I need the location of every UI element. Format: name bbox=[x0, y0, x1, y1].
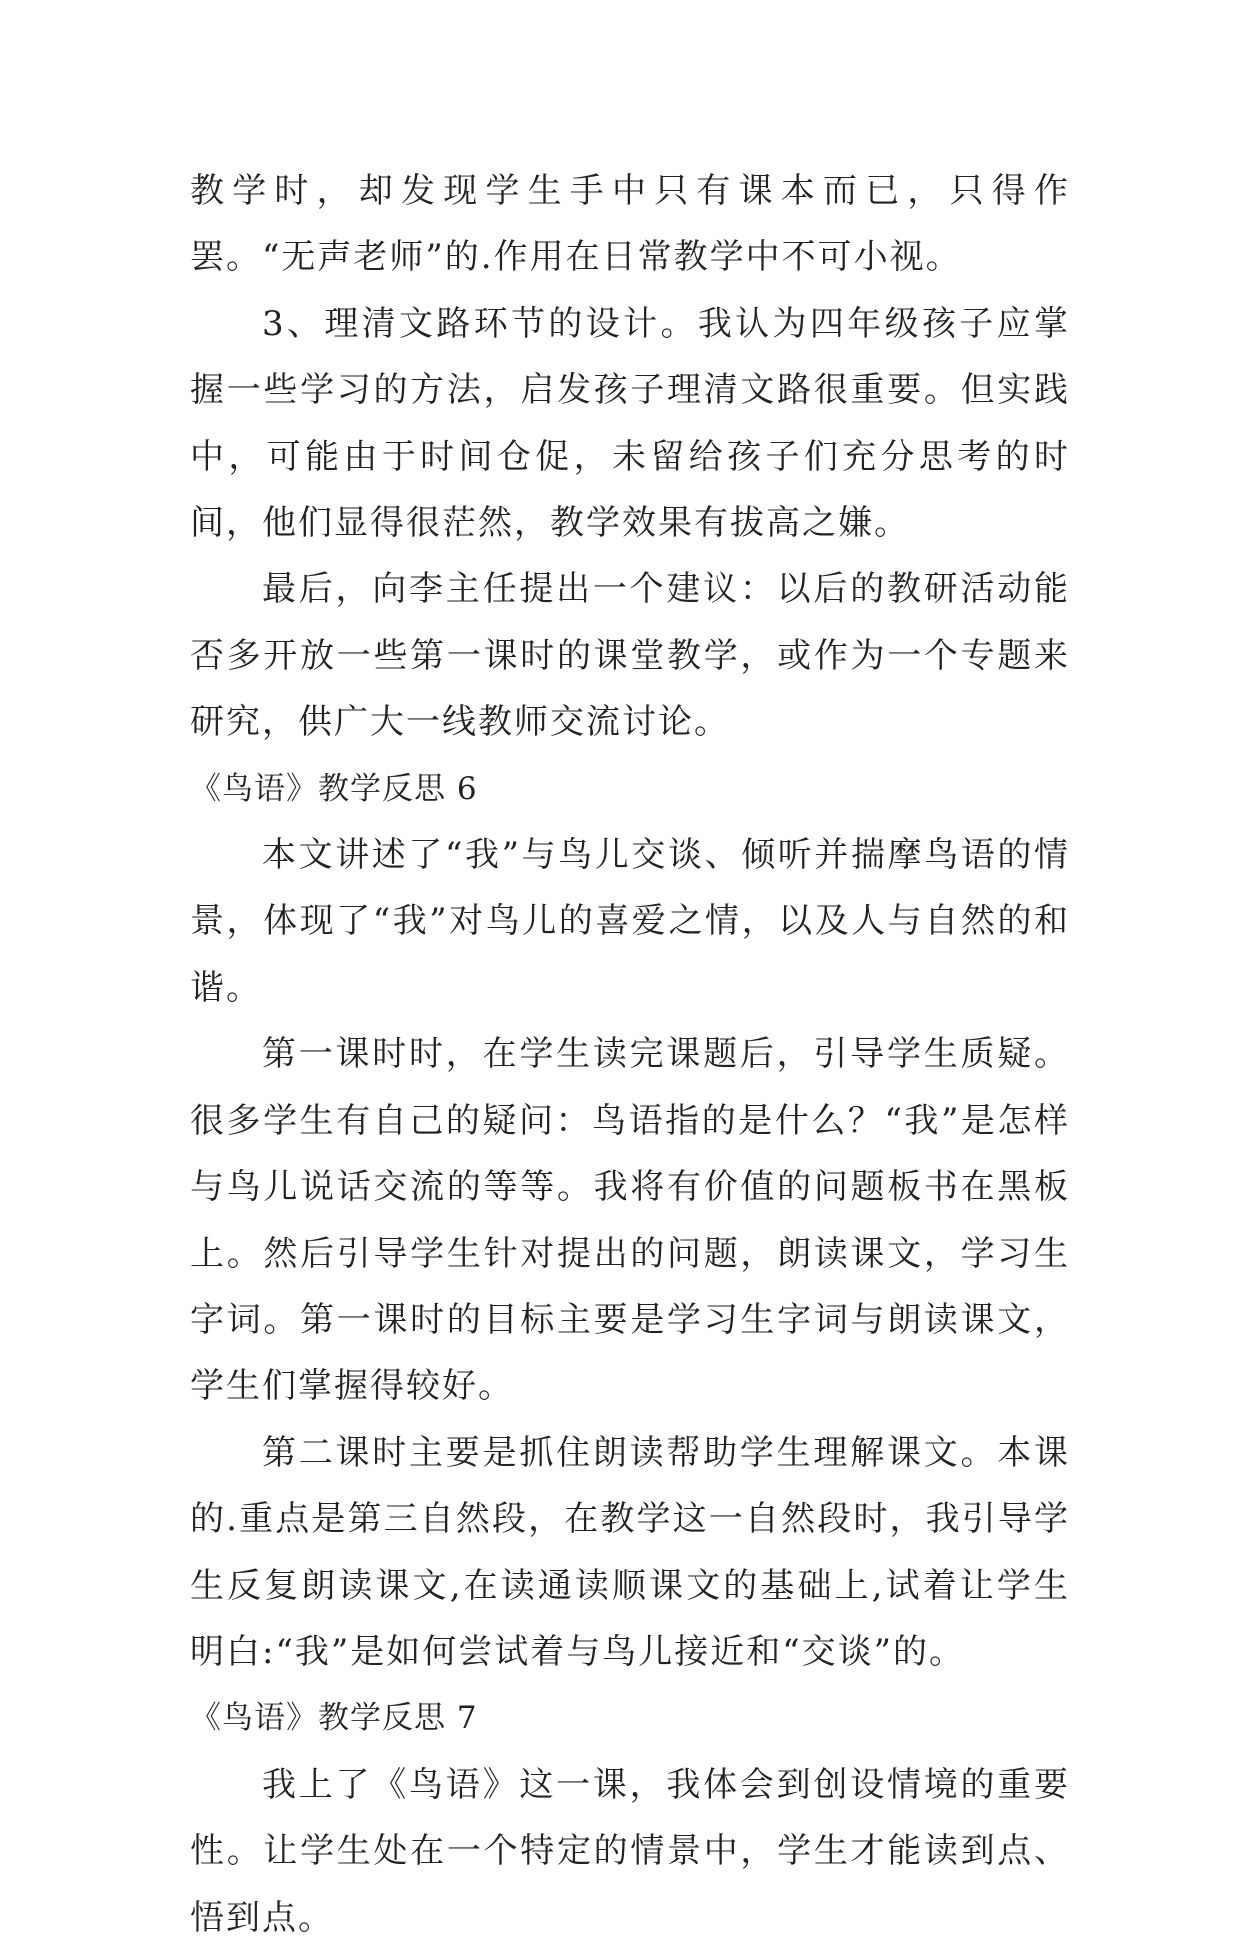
paragraph-7: 我上了《鸟语》这一课，我体会到创设情境的重要性。让学生处在一个特定的情景中，学生才能读到点、悟到点。 bbox=[190, 1764, 1070, 1938]
paragraph-2: 3、理清文路环节的设计。我认为四年级孩子应掌握一些学习的方法，启发孩子理清文路很重要。但实践中，可能由于时间仓促，未留给孩子们充分思考的时间，他们显得很茫然，教学效果有拔高之嫌。 bbox=[190, 303, 1070, 544]
paragraph-5: 第一课时时，在学生读完课题后，引导学生质疑。很多学生有自己的疑问：鸟语指的是什么？“我”是怎样与鸟儿说话交流的等等。我将有价值的问题板书在黑板上。然后引导学生针对提出的问题，朗读课文，学习生字词。第一课时的目标主要是学习生字词与朗读课文，学生们掌握得较好。 bbox=[190, 1034, 1070, 1407]
document-body bbox=[190, 158, 1070, 1951]
paragraph-4: 本文讲述了“我”与鸟儿交谈、倾听并揣摩鸟语的情景，体现了“我”对鸟儿的喜爱之情，以及人与自然的和谐。 bbox=[190, 835, 1070, 1008]
section-heading-7: 《鸟语》教学反思 7 bbox=[190, 1700, 478, 1737]
paragraph-6: 第二课时主要是抓住朗读帮助学生理解课文。本课的.重点是第三自然段，在教学这一自然段时，我引导学生反复朗读课文,在读通读顺课文的基础上,试着让学生明白:“我”是如何尝试着与鸟儿接近和“交谈”的。 bbox=[190, 1432, 1070, 1672]
paragraph-1: 教学时，却发现学生手中只有课本而已，只得作罢。“无声老师”的.作用在日常教学中不可小视。 bbox=[190, 171, 1070, 278]
paragraph-3: 最后，向李主任提出一个建议：以后的教研活动能否多开放一些第一课时的课堂教学，或作为一个专题来研究，供广大一线教师交流讨论。 bbox=[190, 569, 1070, 743]
section-heading-6: 《鸟语》教学反思 6 bbox=[190, 770, 478, 807]
